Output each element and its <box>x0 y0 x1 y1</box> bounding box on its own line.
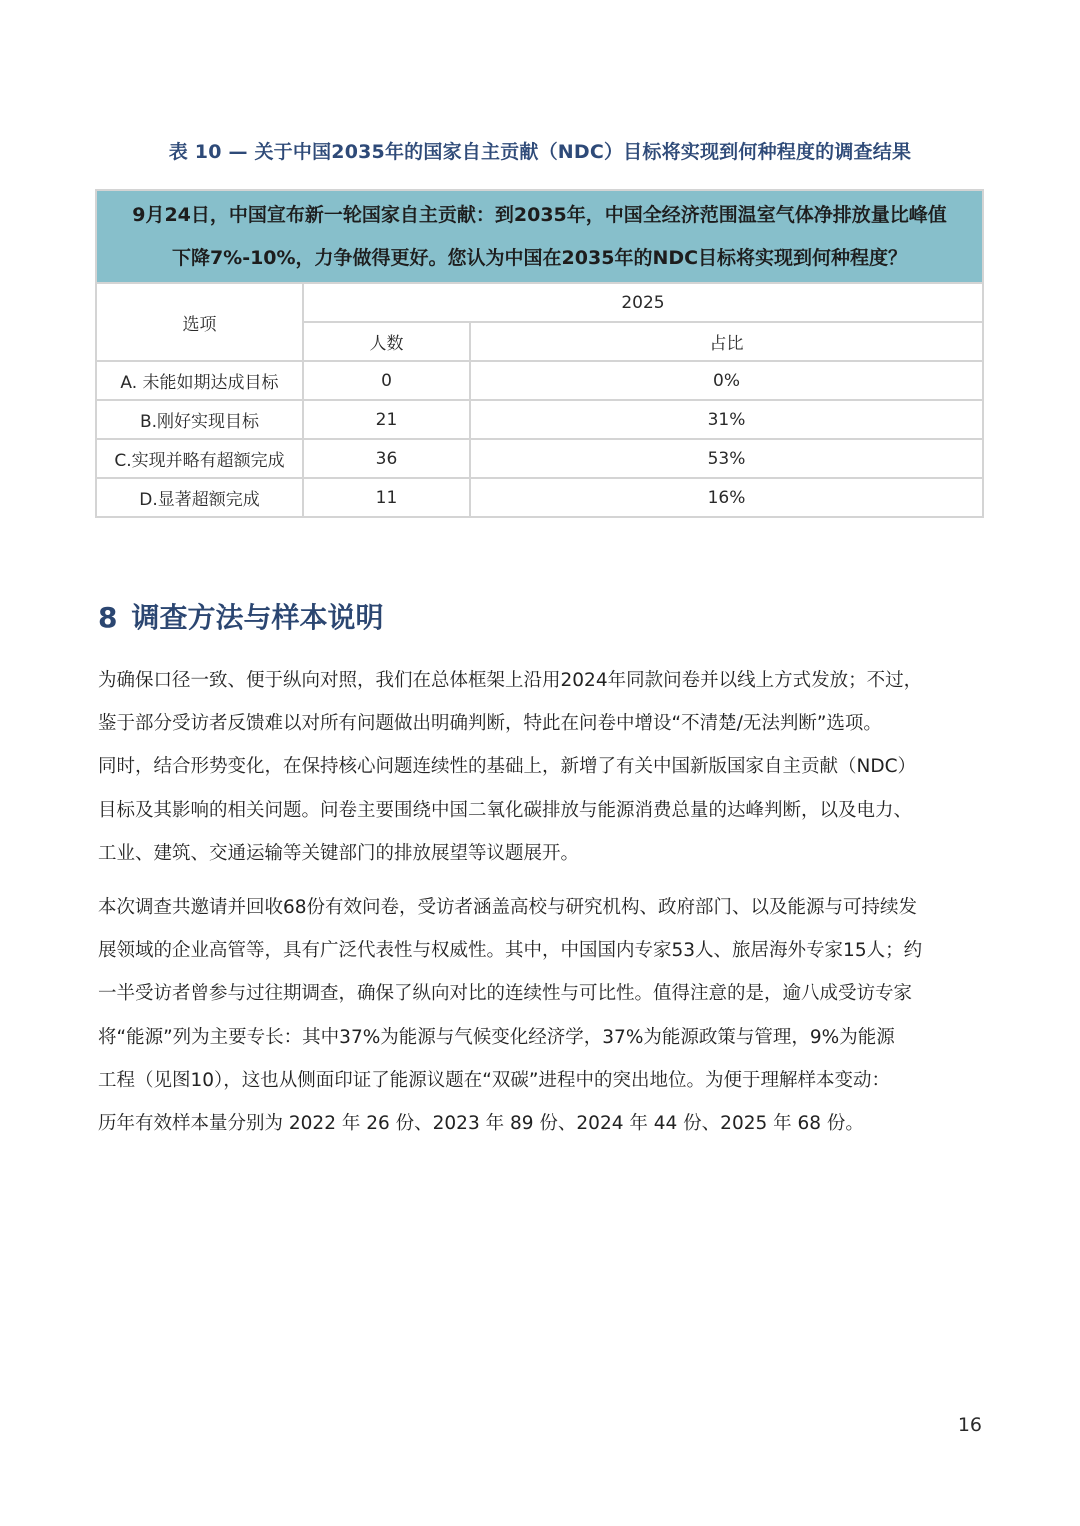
methodology-paragraph <box>98 659 984 875</box>
paragraph-line: 同时，结合形势变化，在保持核心问题连续性的基础上，新增了有关中国新版国家自主贡献（NDC） <box>98 756 917 778</box>
paragraph-line: 工业、建筑、交通运输等关键部门的排放展望等议题展开。 <box>98 842 580 864</box>
row-option: C.实现并略有超额完成 <box>96 439 303 478</box>
row-count: 21 <box>303 400 470 439</box>
table-row <box>96 439 983 478</box>
page-number: 16 <box>957 1414 982 1436</box>
header-option: 选项 <box>96 283 303 361</box>
table-row <box>96 478 983 517</box>
row-share: 53% <box>470 439 983 478</box>
table-caption: 表 10 — 关于中国2035年的国家自主贡献（NDC）目标将实现到何种程度的调查结果 <box>168 141 912 163</box>
paragraph-line: 历年有效样本量分别为 2022 年 26 份、2023 年 89 份、2024 年 44 份、2025 年 68 份。 <box>98 1113 864 1135</box>
survey-question-line-1: 9月24日，中国宣布新一轮国家自主贡献：到2035年，中国全经济范围温室气体净排放量比峰值 <box>132 204 947 226</box>
paragraph-line: 本次调查共邀请并回收68份有效问卷，受访者涵盖高校与研究机构、政府部门、以及能源与可持续发 <box>98 897 918 918</box>
paragraph-line: 展领域的企业高管等，具有广泛代表性与权威性。其中，中国国内专家53人、旅居海外专家15人；约 <box>98 940 923 962</box>
section-title: 调查方法与样本说明 <box>131 601 384 634</box>
paragraph-line: 一半受访者曾参与过往期调查，确保了纵向对比的连续性与可比性。值得注意的是，逾八成受访专家 <box>98 983 913 1005</box>
header-share: 占比 <box>470 322 983 361</box>
paragraph-line: 工程（见图10），这也从侧面印证了能源议题在“双碳”进程中的突出地位。为便于理解样本变动： <box>98 1069 890 1091</box>
section-heading <box>98 596 384 636</box>
row-option: B.刚好实现目标 <box>96 400 303 439</box>
row-option: D.显著超额完成 <box>96 478 303 517</box>
paragraph-line: 目标及其影响的相关问题。问卷主要围绕中国二氧化碳排放与能源消费总量的达峰判断，以及电力、 <box>98 799 913 821</box>
survey-results-table <box>95 189 984 518</box>
row-share: 0% <box>470 361 983 400</box>
paragraph-line: 为确保口径一致、便于纵向对照，我们在总体框架上沿用2024年同款问卷并以线上方式发放；不过， <box>98 670 923 691</box>
row-count: 36 <box>303 439 470 478</box>
section-number: 8 <box>98 601 118 634</box>
table-row <box>96 361 983 400</box>
row-share: 31% <box>470 400 983 439</box>
survey-question-line-2: 下降7%-10%，力争做得更好。您认为中国在2035年的NDC目标将实现到何种程度？ <box>171 247 908 269</box>
row-option: A. 未能如期达成目标 <box>96 361 303 400</box>
paragraph-line: 将“能源”列为主要专长：其中37%为能源与气候变化经济学，37%为能源政策与管理，9%为能源 <box>98 1026 895 1048</box>
header-count: 人数 <box>303 322 470 361</box>
header-year: 2025 <box>303 283 983 322</box>
row-count: 0 <box>303 361 470 400</box>
survey-question <box>96 190 983 283</box>
sample-paragraph <box>98 886 984 1145</box>
paragraph-line: 鉴于部分受访者反馈难以对所有问题做出明确判断，特此在问卷中增设“不清楚/无法判断”选项。 <box>98 713 882 735</box>
row-share: 16% <box>470 478 983 517</box>
row-count: 11 <box>303 478 470 517</box>
table-row <box>96 400 983 439</box>
